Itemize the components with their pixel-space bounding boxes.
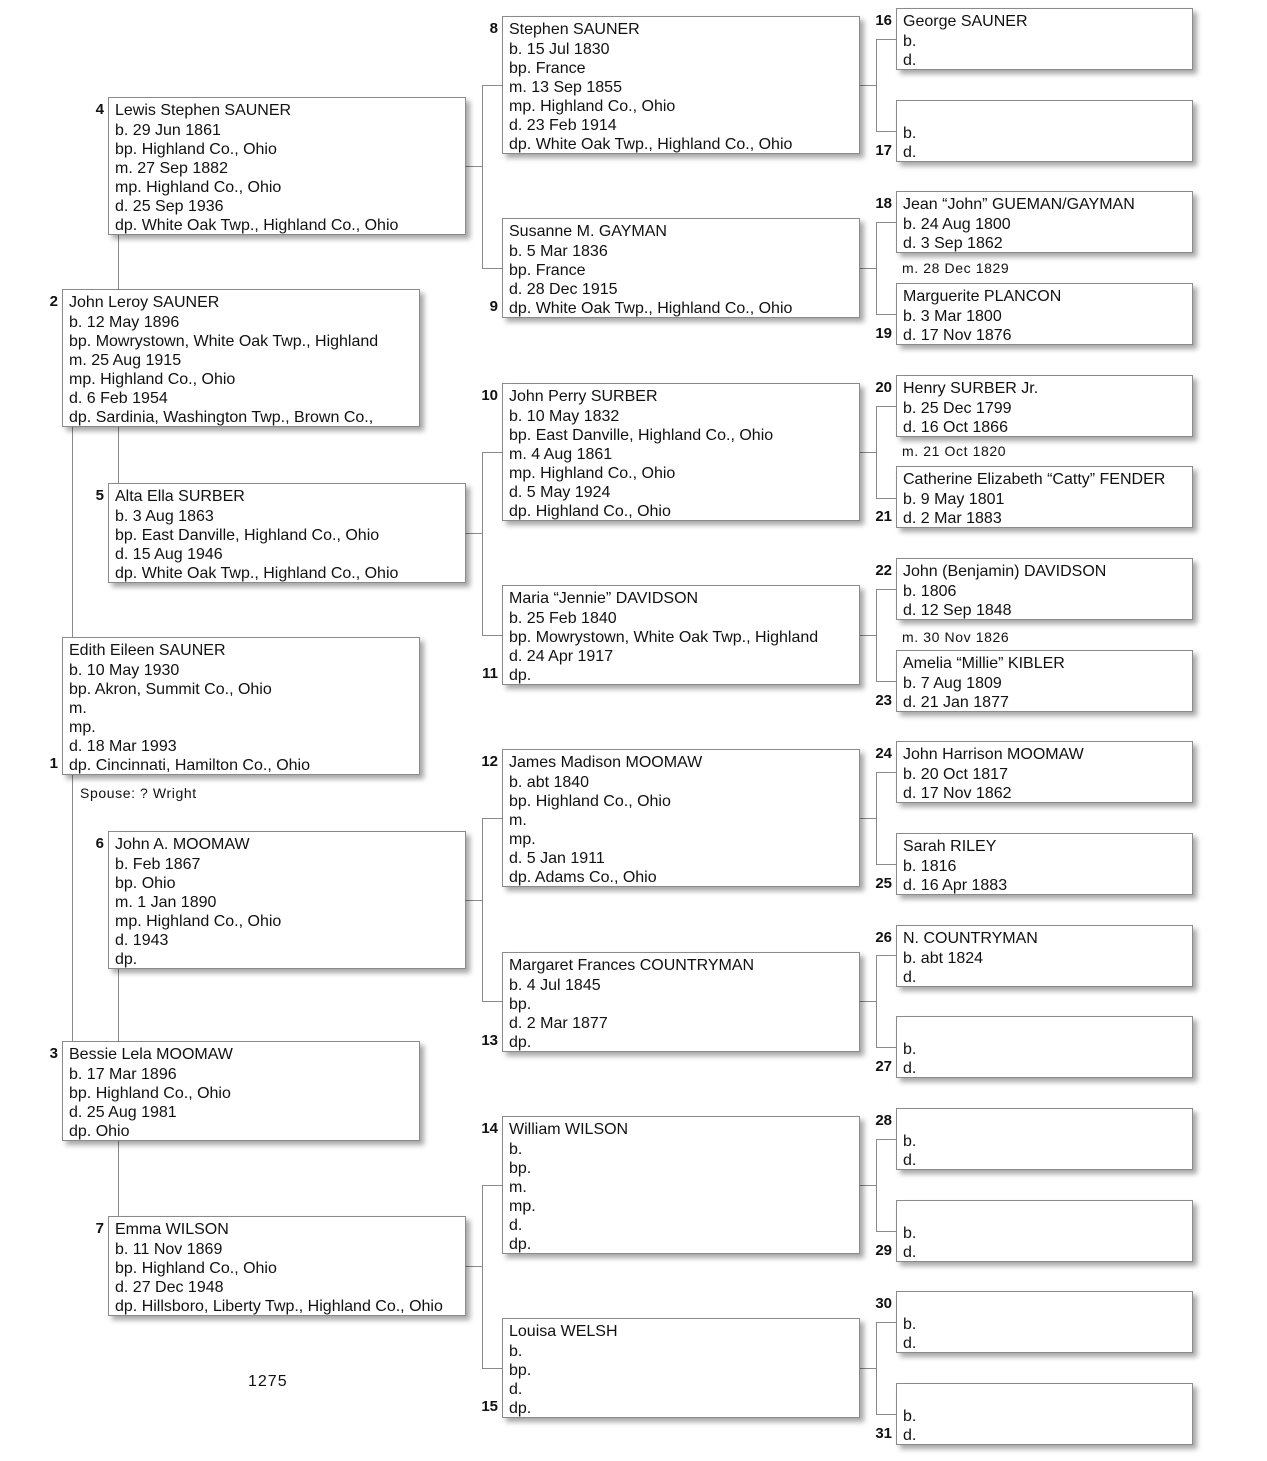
person-detail: bp. France — [509, 60, 586, 77]
person-name: John Perry SURBER — [509, 388, 658, 405]
person-number: 24 — [875, 745, 892, 762]
person-detail: b. — [509, 1343, 523, 1360]
person-number: 18 — [875, 195, 892, 212]
person-box-19 — [896, 283, 1193, 345]
person-detail: d. — [903, 1427, 917, 1444]
connector-line — [876, 1322, 877, 1414]
person-name: John A. MOOMAW — [115, 836, 250, 853]
person-number: 20 — [875, 379, 892, 396]
person-detail: d. — [903, 1244, 917, 1261]
person-box-28 — [896, 1108, 1193, 1170]
person-detail: d. 15 Aug 1946 — [115, 546, 223, 563]
person-detail: b. 20 Oct 1817 — [903, 766, 1008, 783]
person-name — [903, 1020, 1186, 1040]
person-box-4 — [108, 97, 466, 235]
person-name — [903, 1295, 1186, 1315]
connector-line — [860, 635, 876, 636]
person-number: 6 — [95, 835, 104, 852]
person-number: 10 — [481, 387, 498, 404]
person-detail: dp. Cincinnati, Hamilton Co., Ohio — [69, 757, 310, 774]
person-number: 16 — [875, 12, 892, 29]
connector-line — [876, 955, 896, 956]
connector-line — [876, 222, 896, 223]
person-name: Emma WILSON — [115, 1221, 229, 1238]
person-detail: b. 9 May 1801 — [903, 491, 1005, 508]
person-detail: dp. — [509, 1236, 532, 1253]
person-number: 15 — [481, 1398, 498, 1415]
person-detail: d. 17 Nov 1862 — [903, 785, 1012, 802]
person-detail: d. 24 Apr 1917 — [509, 648, 614, 665]
person-detail: mp. Highland Co., Ohio — [509, 98, 676, 115]
person-box-23 — [896, 650, 1193, 712]
connector-line — [876, 39, 896, 40]
person-number: 30 — [875, 1295, 892, 1312]
person-box-29 — [896, 1200, 1193, 1262]
person-detail: bp. Ohio — [115, 875, 176, 892]
person-number: 1 — [49, 755, 58, 772]
person-number: 17 — [875, 142, 892, 159]
connector-line — [876, 131, 896, 132]
person-detail: b. 1806 — [903, 583, 957, 600]
connector-line — [482, 85, 483, 269]
person-name: Lewis Stephen SAUNER — [115, 102, 292, 119]
person-detail: d. — [903, 144, 917, 161]
connector-line — [860, 1185, 876, 1186]
connector-line — [876, 498, 896, 499]
person-detail: m. 4 Aug 1861 — [509, 446, 613, 463]
person-box-27 — [896, 1016, 1193, 1078]
person-detail: mp. Highland Co., Ohio — [509, 465, 676, 482]
connector-line — [482, 268, 502, 269]
person-detail: b. 29 Jun 1861 — [115, 122, 221, 139]
person-box-14 — [502, 1116, 860, 1254]
person-detail: d. 27 Dec 1948 — [115, 1279, 224, 1296]
connector-line — [482, 1001, 502, 1002]
person-detail: d. — [903, 1335, 917, 1352]
connector-line — [482, 1185, 502, 1186]
person-detail: bp. Highland Co., Ohio — [509, 793, 671, 810]
person-detail: d. 12 Sep 1848 — [903, 602, 1012, 619]
person-number: 29 — [875, 1242, 892, 1259]
person-name — [903, 1204, 1186, 1224]
person-detail: d. 5 Jan 1911 — [509, 850, 605, 867]
person-box-3 — [62, 1041, 420, 1141]
person-detail: mp. — [509, 1198, 536, 1215]
person-detail: m. 27 Sep 1882 — [115, 160, 228, 177]
person-box-24 — [896, 741, 1193, 803]
person-name: Stephen SAUNER — [509, 21, 640, 38]
connector-line — [482, 635, 502, 636]
person-detail: d. — [509, 1217, 523, 1234]
person-detail: m. 1 Jan 1890 — [115, 894, 217, 911]
marriage-20-21: m. 21 Oct 1820 — [902, 443, 1007, 459]
person-detail: b. 25 Dec 1799 — [903, 400, 1012, 417]
person-detail: dp. — [509, 1400, 532, 1417]
person-detail: d. — [903, 52, 917, 69]
person-detail: m. 13 Sep 1855 — [509, 79, 622, 96]
person-name: Sarah RILEY — [903, 838, 997, 855]
person-box-6 — [108, 831, 466, 969]
marriage-18-19: m. 28 Dec 1829 — [902, 260, 1010, 276]
person-detail: b. — [903, 1041, 917, 1058]
person-detail: d. 16 Apr 1883 — [903, 877, 1008, 894]
connector-line — [876, 1139, 896, 1140]
connector-line — [482, 452, 502, 453]
person-name: Marguerite PLANCON — [903, 288, 1062, 305]
person-box-26 — [896, 925, 1193, 987]
person-detail: b. 11 Nov 1869 — [115, 1241, 223, 1258]
page-number: 1275 — [248, 1373, 288, 1390]
person-detail: dp. White Oak Twp., Highland Co., Ohio — [115, 217, 399, 234]
person-detail: mp. — [509, 831, 536, 848]
connector-line — [860, 1368, 876, 1369]
person-box-7 — [108, 1216, 466, 1316]
person-detail: d. 21 Jan 1877 — [903, 694, 1009, 711]
person-number: 22 — [875, 562, 892, 579]
connector-line — [72, 427, 73, 637]
person-box-15 — [502, 1318, 860, 1418]
person-detail: d. 23 Feb 1914 — [509, 117, 617, 134]
person-detail: d. 1943 — [115, 932, 169, 949]
person-detail: d. 3 Sep 1862 — [903, 235, 1003, 252]
person-name — [903, 104, 1186, 124]
marriage-22-23: m. 30 Nov 1826 — [902, 629, 1010, 645]
person-box-25 — [896, 833, 1193, 895]
connector-line — [118, 969, 119, 1041]
person-detail: b. — [903, 1225, 917, 1242]
person-name: Edith Eileen SAUNER — [69, 642, 226, 659]
person-detail: b. 5 Mar 1836 — [509, 243, 608, 260]
person-box-22 — [896, 558, 1193, 620]
person-name: Susanne M. GAYMAN — [509, 223, 667, 240]
connector-line — [876, 406, 877, 498]
connector-line — [466, 533, 482, 534]
connector-line — [482, 818, 502, 819]
connector-line — [466, 166, 482, 167]
person-detail: b. 7 Aug 1809 — [903, 675, 1002, 692]
person-detail: mp. Highland Co., Ohio — [69, 371, 236, 388]
person-detail: b. abt 1824 — [903, 950, 984, 967]
person-detail: bp. — [509, 1362, 532, 1379]
person-number: 19 — [875, 325, 892, 342]
connector-line — [72, 775, 73, 1041]
person-name: Jean “John” GUEMAN/GAYMAN — [903, 196, 1135, 213]
person-detail: b. — [903, 1133, 917, 1150]
connector-line — [118, 427, 119, 483]
person-number: 8 — [489, 20, 498, 37]
person-detail: dp. White Oak Twp., Highland Co., Ohio — [509, 300, 793, 317]
connector-line — [876, 772, 877, 864]
connector-line — [876, 39, 877, 131]
person-number: 13 — [481, 1032, 498, 1049]
person-detail: b. — [903, 1316, 917, 1333]
person-detail: b. 15 Jul 1830 — [509, 41, 610, 58]
person-detail: bp. France — [509, 262, 586, 279]
person-name: Alta Ella SURBER — [115, 488, 245, 505]
person-detail: m. — [509, 812, 527, 829]
person-box-2 — [62, 289, 420, 427]
person-number: 27 — [875, 1058, 892, 1075]
person-detail: b. — [903, 33, 917, 50]
person-detail: d. 25 Sep 1936 — [115, 198, 224, 215]
person-name: Bessie Lela MOOMAW — [69, 1046, 233, 1063]
person-detail: dp. Adams Co., Ohio — [509, 869, 657, 886]
person-box-31 — [896, 1383, 1193, 1445]
person-detail: b. Feb 1867 — [115, 856, 201, 873]
person-detail: d. — [903, 969, 917, 986]
person-name: George SAUNER — [903, 13, 1028, 30]
person-box-10 — [502, 383, 860, 521]
person-detail: b. 17 Mar 1896 — [69, 1066, 177, 1083]
person-name: N. COUNTRYMAN — [903, 930, 1038, 947]
person-detail: d. — [903, 1060, 917, 1077]
person-detail: d. 5 May 1924 — [509, 484, 611, 501]
person-box-5 — [108, 483, 466, 583]
person-name: Henry SURBER Jr. — [903, 380, 1039, 397]
person-detail: bp. East Danville, Highland Co., Ohio — [509, 427, 774, 444]
person-detail: mp. Highland Co., Ohio — [115, 179, 282, 196]
person-detail: d. 2 Mar 1883 — [903, 510, 1002, 527]
person-box-13 — [502, 952, 860, 1052]
person-detail: bp. — [509, 996, 532, 1013]
person-detail: b. 10 May 1832 — [509, 408, 620, 425]
person-number: 3 — [49, 1045, 58, 1062]
person-number: 7 — [95, 1220, 104, 1237]
connector-line — [860, 818, 876, 819]
connector-line — [876, 955, 877, 1047]
person-detail: b. 4 Jul 1845 — [509, 977, 601, 994]
person-box-20 — [896, 375, 1193, 437]
person-number: 5 — [95, 487, 104, 504]
connector-line — [876, 314, 896, 315]
connector-line — [482, 818, 483, 1002]
connector-line — [876, 1414, 896, 1415]
person-name: Amelia “Millie” KIBLER — [903, 655, 1065, 672]
person-box-12 — [502, 749, 860, 887]
person-name: William WILSON — [509, 1121, 629, 1138]
person-detail: bp. Akron, Summit Co., Ohio — [69, 681, 272, 698]
person-number: 12 — [481, 753, 498, 770]
connector-line — [876, 1231, 896, 1232]
person-name: John Leroy SAUNER — [69, 294, 220, 311]
person-number: 9 — [489, 298, 498, 315]
connector-line — [860, 1001, 876, 1002]
person-detail: d. 6 Feb 1954 — [69, 390, 168, 407]
person-detail: d. 2 Mar 1877 — [509, 1015, 608, 1032]
person-detail: d. — [903, 1152, 917, 1169]
person-number: 14 — [481, 1120, 498, 1137]
person-detail: b. 1816 — [903, 858, 957, 875]
person-number: 28 — [875, 1112, 892, 1129]
connector-line — [466, 900, 482, 901]
spouse-note: Spouse: ? Wright — [80, 785, 197, 801]
person-detail: d. 16 Oct 1866 — [903, 419, 1008, 436]
person-name: James Madison MOOMAW — [509, 754, 703, 771]
connector-line — [860, 268, 876, 269]
connector-line — [876, 1047, 896, 1048]
connector-line — [482, 85, 502, 86]
person-detail: dp. White Oak Twp., Highland Co., Ohio — [115, 565, 399, 582]
person-detail: b. 3 Mar 1800 — [903, 308, 1002, 325]
person-detail: dp. Sardinia, Washington Twp., Brown Co., — [69, 409, 374, 426]
connector-line — [482, 452, 483, 636]
person-detail: d. — [509, 1381, 523, 1398]
person-box-18 — [896, 191, 1193, 253]
connector-line — [876, 681, 896, 682]
person-detail: bp. — [509, 1160, 532, 1177]
person-detail: b. 3 Aug 1863 — [115, 508, 214, 525]
person-detail: bp. Mowrystown, White Oak Twp., Highland — [509, 629, 819, 646]
person-detail: b. 24 Aug 1800 — [903, 216, 1011, 233]
connector-line — [876, 1322, 896, 1323]
person-name — [903, 1112, 1186, 1132]
connector-line — [482, 1368, 502, 1369]
connector-line — [876, 772, 896, 773]
person-detail: mp. — [69, 719, 96, 736]
person-detail: b. — [903, 125, 917, 142]
person-detail: b. 25 Feb 1840 — [509, 610, 617, 627]
person-box-1 — [62, 637, 420, 775]
person-box-21 — [896, 466, 1193, 528]
person-number: 23 — [875, 692, 892, 709]
person-box-9 — [502, 218, 860, 318]
person-name: Margaret Frances COUNTRYMAN — [509, 957, 755, 974]
person-detail: m. 25 Aug 1915 — [69, 352, 182, 369]
person-detail: b. — [509, 1141, 523, 1158]
person-detail: m. — [509, 1179, 527, 1196]
person-name — [903, 1387, 1186, 1407]
person-detail: bp. Mowrystown, White Oak Twp., Highland — [69, 333, 379, 350]
person-number: 11 — [482, 665, 498, 682]
person-box-8 — [502, 16, 860, 154]
person-box-11 — [502, 585, 860, 685]
connector-line — [876, 1139, 877, 1231]
person-detail: b. — [903, 1408, 917, 1425]
person-detail: d. 18 Mar 1993 — [69, 738, 177, 755]
connector-line — [860, 85, 876, 86]
connector-line — [482, 1185, 483, 1369]
connector-line — [118, 1141, 119, 1216]
person-detail: b. 12 May 1896 — [69, 314, 180, 331]
person-detail: d. 17 Nov 1876 — [903, 327, 1012, 344]
person-number: 4 — [95, 101, 104, 118]
connector-line — [876, 864, 896, 865]
person-box-16 — [896, 8, 1193, 70]
person-detail: b. abt 1840 — [509, 774, 590, 791]
person-detail: bp. East Danville, Highland Co., Ohio — [115, 527, 380, 544]
person-detail: b. 10 May 1930 — [69, 662, 180, 679]
person-number: 21 — [875, 508, 892, 525]
person-detail: mp. Highland Co., Ohio — [115, 913, 282, 930]
connector-line — [876, 589, 896, 590]
person-box-30 — [896, 1291, 1193, 1353]
person-name: Maria “Jennie” DAVIDSON — [509, 590, 699, 607]
person-detail: bp. Highland Co., Ohio — [115, 1260, 277, 1277]
connector-line — [876, 222, 877, 314]
person-name: Louisa WELSH — [509, 1323, 618, 1340]
person-detail: dp. — [509, 667, 532, 684]
person-number: 25 — [875, 875, 892, 892]
connector-line — [860, 452, 876, 453]
connector-line — [876, 589, 877, 681]
person-detail: bp. Highland Co., Ohio — [69, 1085, 231, 1102]
person-detail: dp. — [115, 951, 138, 968]
connector-line — [876, 406, 896, 407]
connector-line — [118, 235, 119, 289]
person-number: 26 — [875, 929, 892, 946]
person-detail: m. — [69, 700, 87, 717]
connector-line — [466, 1266, 482, 1267]
person-detail: bp. Highland Co., Ohio — [115, 141, 277, 158]
person-detail: dp. — [509, 1034, 532, 1051]
person-detail: dp. White Oak Twp., Highland Co., Ohio — [509, 136, 793, 153]
person-detail: d. 25 Aug 1981 — [69, 1104, 177, 1121]
person-box-17 — [896, 100, 1193, 162]
person-name: John Harrison MOOMAW — [903, 746, 1084, 763]
person-detail: d. 28 Dec 1915 — [509, 281, 618, 298]
person-detail: dp. Highland Co., Ohio — [509, 503, 671, 520]
person-detail: dp. Ohio — [69, 1123, 130, 1140]
person-number: 2 — [49, 293, 58, 310]
person-number: 31 — [875, 1425, 892, 1442]
person-name: John (Benjamin) DAVIDSON — [903, 563, 1107, 580]
person-name: Catherine Elizabeth “Catty” FENDER — [903, 471, 1166, 488]
person-detail: dp. Hillsboro, Liberty Twp., Highland Co., Ohio — [115, 1298, 443, 1315]
